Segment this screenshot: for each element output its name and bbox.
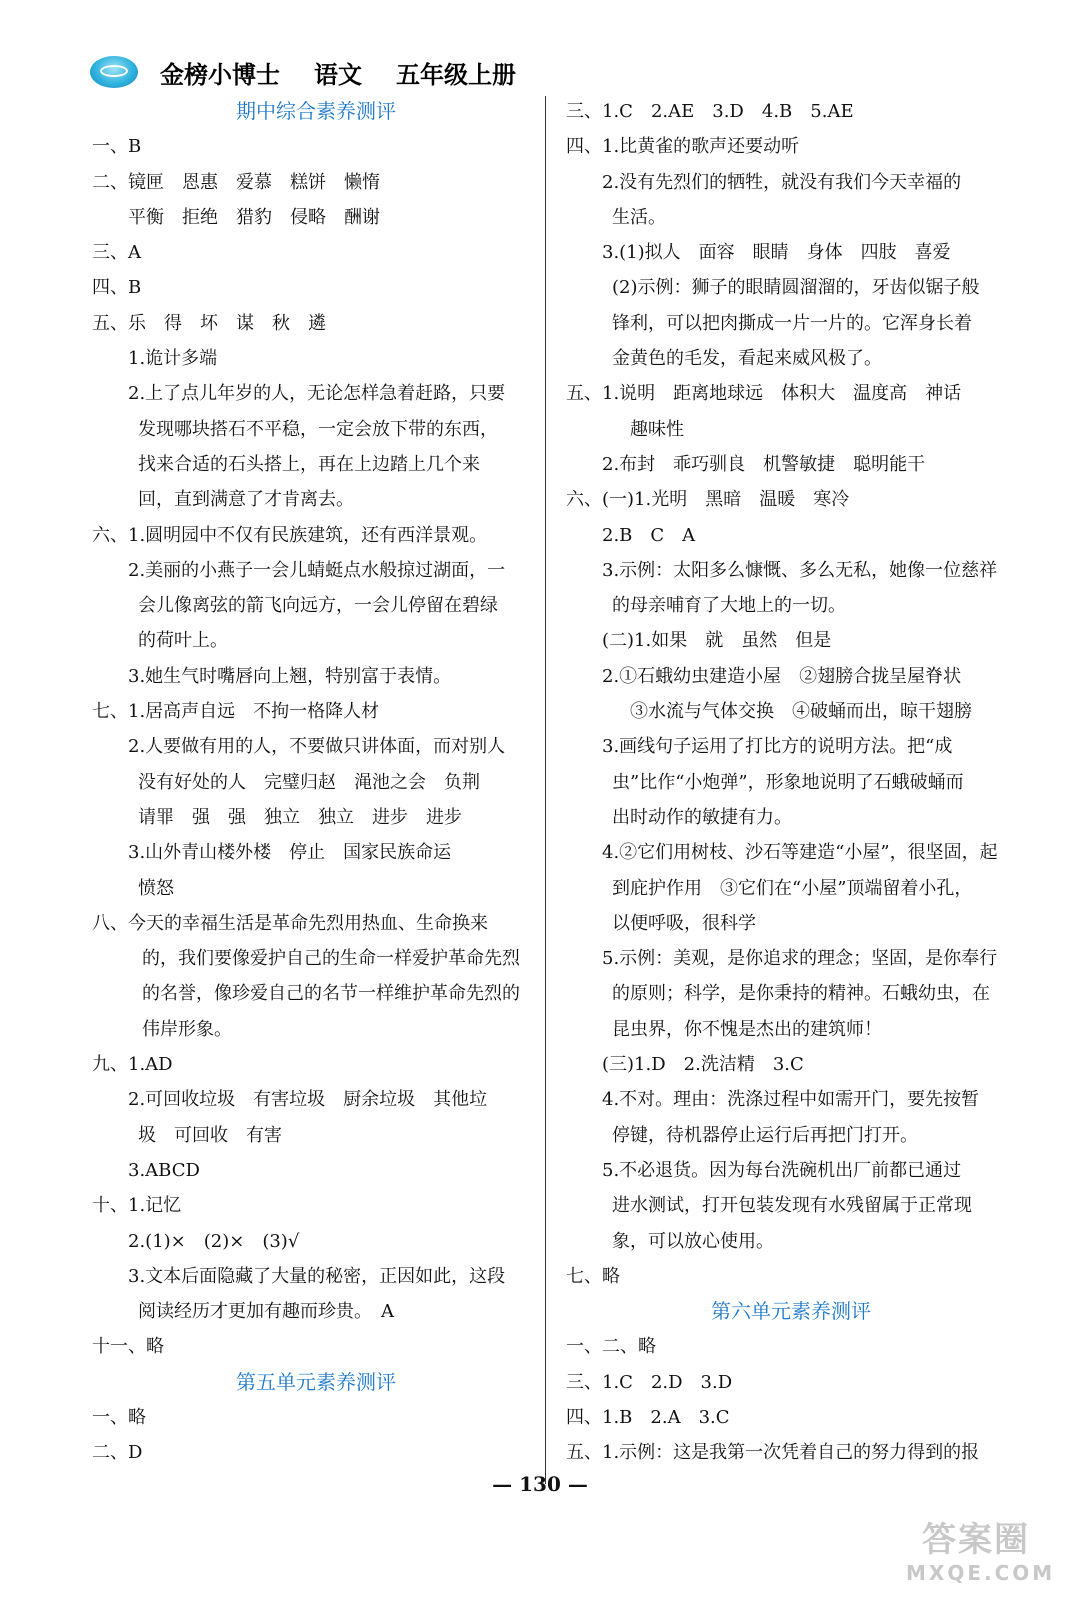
answer-line: 圾 可回收 有害: [138, 1124, 282, 1146]
answer-line: 3.(1)拟人 面容 眼睛 身体 四肢 喜爱: [602, 242, 951, 264]
answer-line: 2.可回收垃圾 有害垃圾 厨余垃圾 其他垃: [128, 1089, 488, 1111]
page-header: [90, 52, 516, 92]
answer-line: 3.画线句子运用了打比方的说明方法。把“成: [602, 736, 953, 758]
answer-line: 趣味性: [630, 418, 684, 440]
answer-line: 平衡 拒绝 猎豹 侵略 酬谢: [128, 206, 380, 228]
answer-line: 2.没有先烈们的牺牲，就没有我们今天幸福的: [602, 171, 962, 193]
answer-line: 2.①石蛾幼虫建造小屋 ②翅膀合拢呈屋脊状: [602, 665, 962, 687]
answer-line: 的荷叶上。: [138, 630, 228, 652]
header-grade: 五年级上册: [396, 60, 516, 89]
answer-line: 七、1.居高声自远 不拘一格降人材: [92, 701, 380, 723]
section-heading: 第六单元素养测评: [711, 1299, 871, 1324]
answer-line: (二)1.如果 就 虽然 但是: [602, 630, 832, 652]
watermark: [906, 1512, 1056, 1585]
logo-icon: [90, 56, 138, 88]
answer-line: 八、今天的幸福生活是革命先烈用热血、生命换来: [92, 912, 488, 934]
answer-line: 阅读经历才更加有趣而珍贵。 A: [138, 1301, 394, 1323]
answer-line: 3.示例：太阳多么慷慨、多么无私，她像一位慈祥: [602, 559, 998, 581]
section-heading: 第五单元素养测评: [236, 1369, 396, 1394]
answer-line: 会儿像离弦的箭飞向远方，一会儿停留在碧绿: [138, 595, 498, 617]
header-brand: 金榜小博士: [160, 60, 280, 89]
answer-line: 2.美丽的小燕子一会儿蜻蜓点水般掠过湖面，一: [128, 559, 506, 581]
answer-line: 5.示例：美观，是你追求的理念；坚固，是你奉行: [602, 948, 998, 970]
answer-line: 愤怒: [138, 877, 174, 899]
answer-line: 发现哪块搭石不平稳，一定会放下带的东西，: [138, 418, 498, 440]
page-number: — 130 —: [492, 1472, 588, 1496]
right-column: [566, 94, 1016, 1471]
answer-line: 2.上了点儿年岁的人，无论怎样急着赶路，只要: [128, 383, 506, 405]
answer-line: 的母亲哺育了大地上的一切。: [612, 595, 846, 617]
answer-line: 金黄色的毛发，看起来威风极了。: [612, 348, 882, 370]
answer-line: 虫”比作“小炮弹”，形象地说明了石蛾破蛹而: [612, 771, 964, 793]
watermark-main: 答案圈: [922, 1520, 1030, 1560]
answer-line: 昆虫界，你不愧是杰出的建筑师！: [612, 1018, 882, 1040]
answer-line: (三)1.D 2.洗洁精 3.C: [602, 1054, 804, 1076]
answer-line: 锋利，可以把肉撕成一片一片的。它浑身长着: [612, 312, 972, 334]
answer-line: 十一、略: [92, 1336, 164, 1358]
answer-line: 二、D: [92, 1442, 143, 1464]
answer-line: 回，直到满意了才肯离去。: [138, 489, 354, 511]
answer-line: 二、镜匣 恩惠 爱慕 糕饼 懒惰: [92, 171, 380, 193]
column-divider: [545, 96, 546, 1484]
answer-line: 3.ABCD: [128, 1159, 200, 1181]
answer-line: 4.②它们用树枝、沙石等建造“小屋”，很坚固，起: [602, 842, 998, 864]
answer-line: 4.不对。理由：洗涤过程中如需开门，要先按暂: [602, 1089, 980, 1111]
answer-line: 的，我们要像爱护自己的生命一样爱护革命先烈: [142, 948, 520, 970]
answer-line: (2)示例：狮子的眼睛圆溜溜的，牙齿似锯子般: [612, 277, 980, 299]
header-subject: 语文: [314, 60, 362, 89]
answer-line: 以便呼吸，很科学: [612, 912, 756, 934]
answer-line: 1.诡计多端: [128, 348, 218, 370]
answer-line: 生活。: [612, 206, 666, 228]
answer-line: 的名誉，像珍爱自己的名节一样维护革命先烈的: [142, 983, 520, 1005]
watermark-url: MXQE.COM: [906, 1561, 1056, 1585]
answer-line: 一、二、略: [566, 1336, 656, 1358]
answer-line: 十、1.记忆: [92, 1195, 182, 1217]
answer-line: 一、B: [92, 136, 142, 158]
answer-line: 九、1.AD: [92, 1054, 173, 1076]
answer-line: 进水测试，打开包装发现有水残留属于正常现: [612, 1195, 972, 1217]
answer-line: 找来合适的石头搭上，再在上边踏上几个来: [138, 453, 480, 475]
answer-line: 四、1.比黄雀的歌声还要动听: [566, 136, 800, 158]
answer-line: 2.(1)× (2)× (3)√: [128, 1230, 300, 1252]
answer-line: 七、略: [566, 1265, 620, 1287]
answer-line: 2.B C A: [602, 524, 696, 546]
answer-line: 停键，待机器停止运行后再把门打开。: [612, 1124, 918, 1146]
answer-line: 五、1.说明 距离地球远 体积大 温度高 神话: [566, 383, 962, 405]
answer-line: ③水流与气体交换 ④破蛹而出，晾干翅膀: [630, 701, 972, 723]
answer-line: 六、1.圆明园中不仅有民族建筑，还有西洋景观。: [92, 524, 488, 546]
answer-line: 的原则；科学，是你秉持的精神。石蛾幼虫，在: [612, 983, 990, 1005]
answer-line: 3.她生气时嘴唇向上翘，特别富于表情。: [128, 665, 452, 687]
answer-line: 到庇护作用 ③它们在“小屋”顶端留着小孔，: [612, 877, 973, 899]
answer-line: 出时动作的敏捷有力。: [612, 806, 792, 828]
answer-line: 象，可以放心使用。: [612, 1230, 774, 1252]
answer-line: 四、B: [92, 277, 142, 299]
answer-line: 5.不必退货。因为每台洗碗机出厂前都已通过: [602, 1159, 962, 1181]
answer-line: 一、略: [92, 1406, 146, 1428]
section-heading: 期中综合素养测评: [236, 99, 396, 123]
answer-line: 伟岸形象。: [142, 1018, 232, 1040]
answer-line: 三、1.C 2.AE 3.D 4.B 5.AE: [566, 101, 854, 122]
answer-line: 3.文本后面隐藏了大量的秘密，正因如此，这段: [128, 1265, 506, 1287]
answer-line: 五、1.示例：这是我第一次凭着自己的努力得到的报: [566, 1442, 980, 1464]
left-column: [92, 94, 540, 1471]
answer-line: 四、1.B 2.A 3.C: [566, 1406, 730, 1428]
answer-line: 3.山外青山楼外楼 停止 国家民族命运: [128, 842, 452, 864]
answer-line: 六、(一)1.光明 黑暗 温暖 寒冷: [566, 489, 850, 511]
answer-line: 2.布封 乖巧驯良 机警敏捷 聪明能干: [602, 453, 926, 475]
answer-line: 三、A: [92, 242, 141, 264]
answer-line: 五、乐 得 坏 谋 秋 遴: [92, 312, 326, 334]
answer-line: 2.人要做有用的人，不要做只讲体面，而对别人: [128, 736, 506, 758]
answer-line: 没有好处的人 完璧归赵 渑池之会 负荆: [138, 771, 480, 793]
answer-line: 请罪 强 强 独立 独立 进步 进步: [138, 806, 462, 828]
answer-line: 三、1.C 2.D 3.D: [566, 1371, 733, 1393]
